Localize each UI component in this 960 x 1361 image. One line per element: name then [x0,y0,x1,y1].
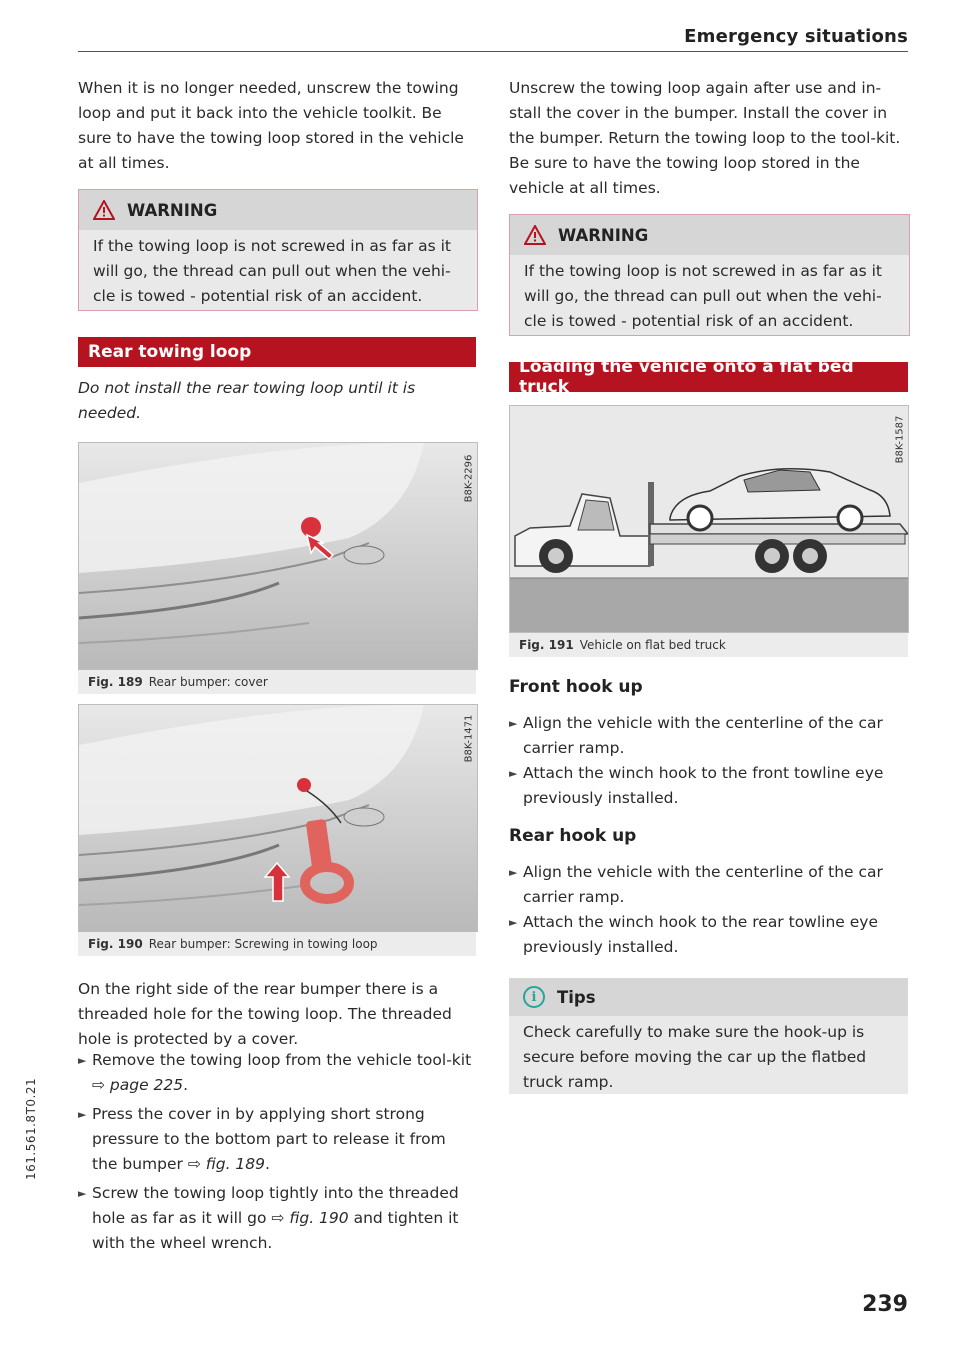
rear-bumper-cover-image [79,443,477,669]
left-warning-header [79,190,477,230]
step-text: Screw the towing loop tightly into the threaded hole as far as it will go [92,1184,459,1227]
step-text: Align the vehicle with the centerline of the car carrier ramp. [523,863,883,906]
figure-190-id: B8K-1471 [463,714,475,763]
figure-189-caption-text: Rear bumper: cover [148,675,268,689]
figure-190-caption [78,932,476,956]
step-text: Attach the winch hook to the front towline eye previously installed. [523,764,884,807]
left-intro: When it is no longer needed, unscrew the towing loop and put it back into the vehicle toolkit. Be sure to have the towing loop stored in the vehicle at all times. [78,79,464,172]
bullet-arrow-icon: ► [78,1108,87,1121]
list-item [78,1048,476,1098]
figure-189-id: B8K-2296 [463,454,475,503]
figure-190-number: Fig. 190 [88,937,143,951]
tips-box [509,978,908,1094]
bullet-arrow-icon: ► [509,916,518,929]
figure-191-id: B8K-1587 [894,415,906,464]
warning-triangle-icon [524,225,546,245]
page-reference-link[interactable]: ⇨ page 225 [92,1076,184,1094]
figure-191 [509,405,909,633]
bullet-arrow-icon: ► [78,1187,87,1200]
info-icon: i [523,986,545,1008]
step-text: Press the cover in by applying short strong pressure to the bottom part to release it from the bumper [92,1105,446,1173]
step-tail: and tighten it with the wheel wrench. [92,1209,459,1252]
list-item [78,1102,476,1177]
figure-190 [78,704,478,932]
right-warning-box [509,214,910,336]
front-hook-up-heading: Front hook up [509,677,643,697]
figure-189 [78,442,478,670]
warning-triangle-icon [93,200,115,220]
rear-hook-up-list [509,860,908,960]
bullet-arrow-icon: ► [509,767,518,780]
bullet-arrow-icon: ► [509,717,518,730]
bullet-arrow-icon: ► [78,1054,87,1067]
left-steps-list [78,1048,476,1256]
figure-reference-link[interactable]: ⇨ fig. 189 [187,1155,266,1173]
tips-label: Tips [557,987,596,1007]
section-title-flat-bed-truck: Loading the vehicle onto a flat bed truck [509,362,908,392]
figure-191-number: Fig. 191 [519,638,574,652]
tips-header [509,978,908,1016]
figure-189-caption [78,670,476,694]
right-intro: Unscrew the towing loop again after use and in-stall the cover in the bumper. Install the cover in the bumper. Return the towing loop to the tool-kit. Be sure to have the towing loop stored in the vehicle at all times. [509,79,901,197]
header-rule [78,51,908,52]
right-warning-text: If the towing loop is not screwed in as far as it will go, the thread can pull out when the vehi-cle is towed - potential risk of an accident. [524,262,882,330]
left-body: On the right side of the rear bumper there is a threaded hole for the towing loop. The threaded hole is protected by a cover. [78,980,452,1048]
rear-bumper-towing-loop-image [79,705,477,931]
right-warning-label: WARNING [558,225,649,245]
list-item [509,711,908,761]
bullet-arrow-icon: ► [509,866,518,879]
step-tail: . [265,1155,270,1173]
list-item [509,761,908,811]
step-text: Remove the towing loop from the vehicle tool-kit [92,1051,472,1069]
vehicle-on-flat-bed-truck-image [510,406,908,632]
document-code: 161.561.8T0.21 [24,1077,38,1180]
step-text: Align the vehicle with the centerline of the car carrier ramp. [523,714,883,757]
figure-191-caption-text: Vehicle on flat bed truck [579,638,726,652]
right-warning-header [510,215,909,255]
step-tail: . [183,1076,189,1094]
list-item [78,1181,476,1256]
figure-191-caption [509,633,908,657]
left-warning-label: WARNING [127,200,218,220]
figure-189-number: Fig. 189 [88,675,143,689]
figure-190-caption-text: Rear bumper: Screwing in towing loop [148,937,378,951]
left-warning-box [78,189,478,311]
section-title-rear-towing-loop: Rear towing loop [78,337,476,367]
step-text: Attach the winch hook to the rear towline eye previously installed. [523,913,878,956]
tips-text: Check carefully to make sure the hook-up is secure before moving the car up the flatbed truck ramp. [523,1023,867,1091]
left-warning-text: If the towing loop is not screwed in as far as it will go, the thread can pull out when the vehi-cle is towed - potential risk of an accident. [93,237,451,305]
list-item [509,910,908,960]
rear-hook-up-heading: Rear hook up [509,826,637,846]
left-section-intro: Do not install the rear towing loop until it is needed. [78,379,416,422]
page-number: 239 [862,1292,908,1317]
front-hook-up-list [509,711,908,811]
figure-reference-link[interactable]: ⇨ fig. 190 [271,1209,349,1227]
list-item [509,860,908,910]
header-title: Emergency situations [684,26,908,47]
